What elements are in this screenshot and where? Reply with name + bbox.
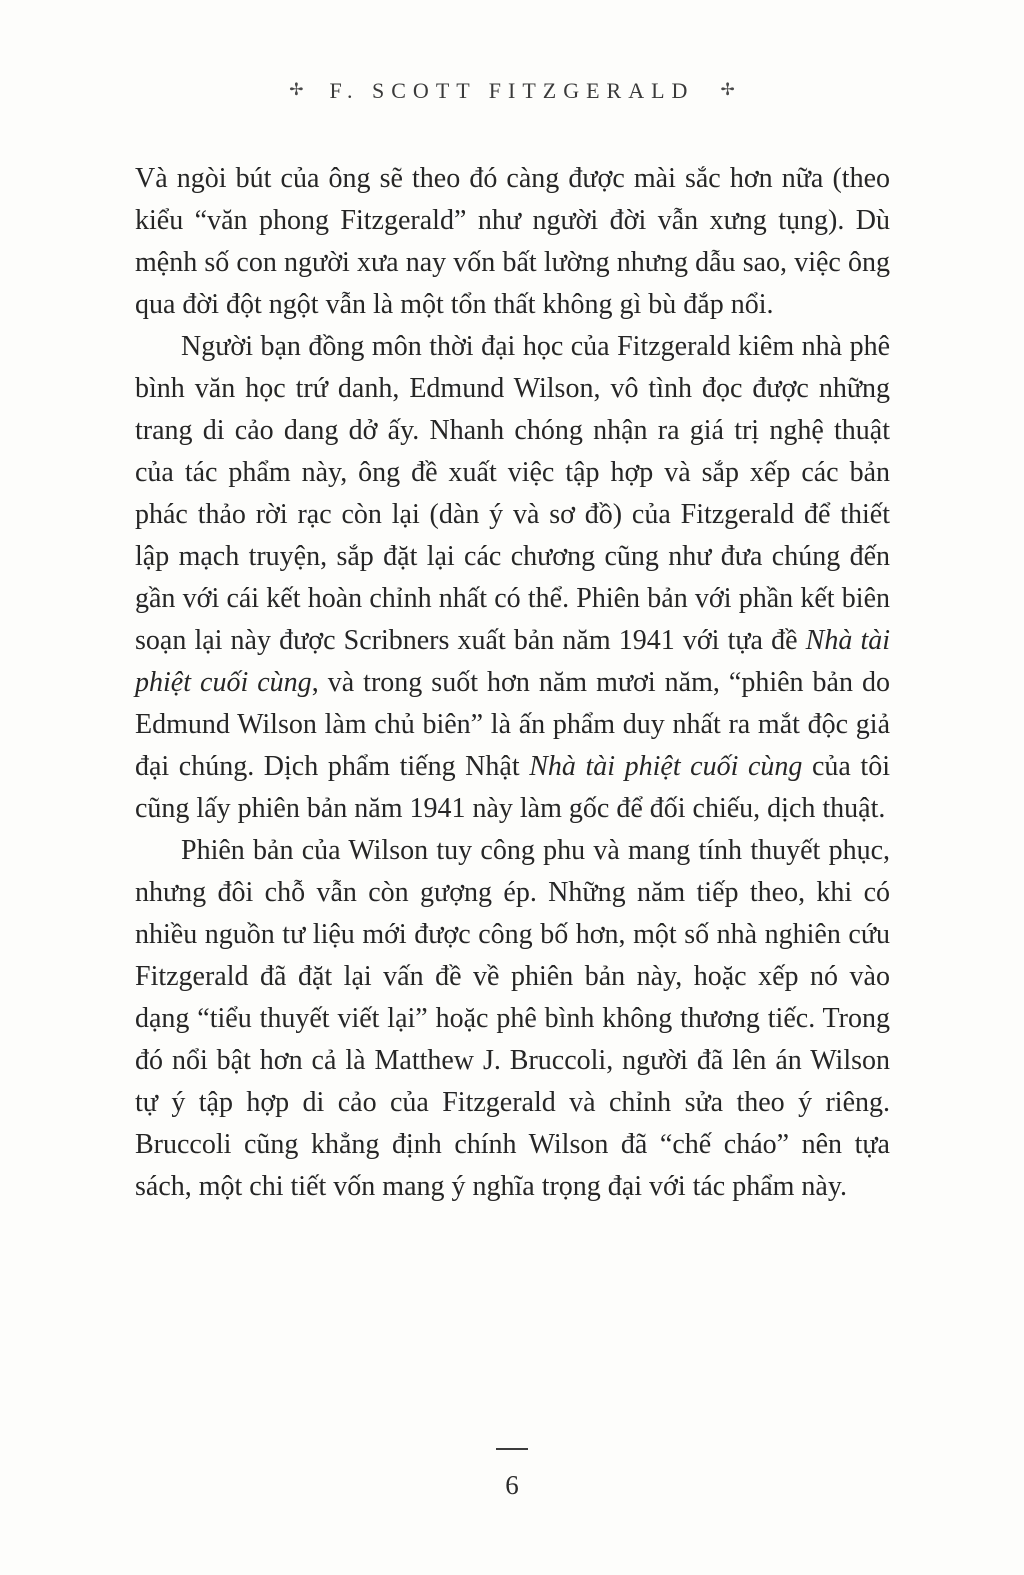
footer-rule — [496, 1448, 528, 1450]
running-header — [0, 78, 1024, 104]
text-segment: Và ngòi bút của ông sẽ theo đó càng được mài sắc hơn nữa (theo kiểu “văn phong Fitzgerald” như người đời vẫn xưng tụng). Dù mệnh số con người xưa nay vốn bất lường nhưng dẫu sao, việc ông qua đời đột ngột vẫn là một tổn thất không gì bù đắp nổi. — [135, 163, 890, 320]
body-text — [135, 158, 890, 1208]
paragraph — [135, 158, 890, 326]
header-title: F. SCOTT FITZGERALD — [329, 78, 695, 103]
page-number: 6 — [505, 1470, 519, 1500]
paragraph — [135, 830, 890, 1208]
text-segment: Phiên bản của Wilson tuy công phu và mang tính thuyết phục, nhưng đôi chỗ vẫn còn gượng ép. Những năm tiếp theo, khi có nhiều nguồn tư liệu mới được công bố hơn, một số nhà nghiên cứu Fitzgerald đã đặt lại vấn đề về phiên bản này, hoặc xếp nó vào dạng “tiểu thuyết viết lại” hoặc phê bình không thương tiếc. Trong đó nổi bật hơn cả là Matthew J. Bruccoli, người đã lên án Wilson tự ý tập hợp di cảo của Fitzgerald và chỉnh sửa theo ý riêng. Bruccoli cũng khẳng định chính Wilson đã “chế cháo” nên tựa sách, một chi tiết vốn mang ý nghĩa trọng đại với tác phẩm này. — [135, 835, 890, 1202]
text-segment: của tôi cũng lấy phiên bản năm 1941 này làm gốc để đối chiếu, dịch thuật. — [135, 751, 890, 824]
italic-text-segment: Nhà tài phiệt cuối cùng — [135, 625, 890, 698]
header-ornament-left-icon: ✢ — [289, 80, 304, 99]
header-ornament-right-icon: ✢ — [720, 80, 735, 99]
page-footer — [0, 1448, 1024, 1501]
italic-text-segment: Nhà tài phiệt cuối cùng — [529, 751, 803, 782]
paragraph — [135, 326, 890, 830]
text-segment: Người bạn đồng môn thời đại học của Fitzgerald kiêm nhà phê bình văn học trứ danh, Edmund Wilson, vô tình đọc được những trang di cảo dang dở ấy. Nhanh chóng nhận ra giá trị nghệ thuật của tác phẩm này, ông đề xuất việc tập hợp và sắp xếp các bản phác thảo rời rạc còn lại (dàn ý và sơ đồ) của Fitzgerald để thiết lập mạch truyện, sắp đặt lại các chương cũng như đưa chúng đến gần với cái kết hoàn chỉnh nhất có thể. Phiên bản với phần kết biên soạn lại này được Scribners xuất bản năm 1941 với tựa đề — [135, 331, 890, 656]
text-segment: , và trong suốt hơn năm mươi năm, “phiên bản do Edmund Wilson làm chủ biên” là ấn phẩm duy nhất ra mắt độc giả đại chúng. Dịch phẩm tiếng Nhật — [135, 667, 891, 782]
